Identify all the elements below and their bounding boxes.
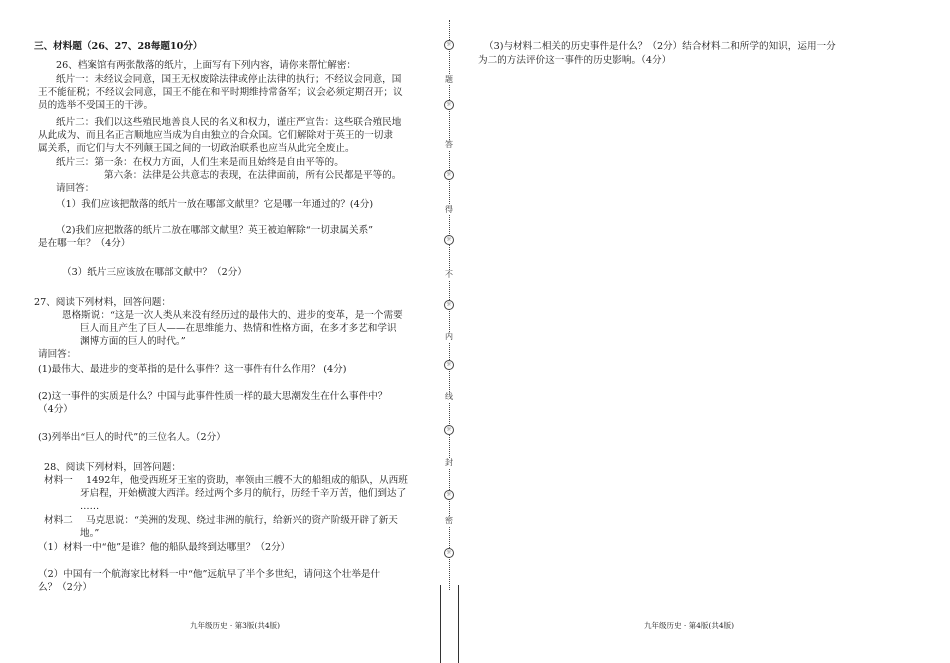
q26-sub1: （1）我们应该把散落的纸片一放在哪部文献里？它是哪一年通过的？(4分)	[56, 199, 374, 210]
q27-sub2-line: (2)这一事件的实质是什么？中国与此事件性质一样的最大思潮发生在什么事件中？	[38, 391, 388, 402]
q28-sub2-line: 么？（2分）	[38, 582, 93, 593]
gutter-char: 不	[445, 270, 453, 279]
q28-material1-line: ……	[80, 501, 100, 512]
q26-sub2-line: （2)我们应把散落的纸片二放在哪部文献里？英王被迫解除“一切隶属关系”	[56, 225, 374, 236]
q26-paper1-line: 纸片一：未经议会同意，国王无权废除法律或停止法律的执行；不经议会同意，国	[56, 74, 402, 85]
q28-intro: 28、阅读下列材料，回答问题：	[44, 462, 181, 473]
gutter-char: 答	[445, 140, 453, 149]
binding-hole-icon: ☼	[444, 40, 454, 50]
binding-hole-icon: ☼	[444, 170, 454, 180]
q28-material1-line: 牙启程，开始横渡大西洋。经过两个多月的航行，历经千辛万苦，他们到达了	[80, 488, 407, 499]
gutter-char: 得	[445, 205, 453, 214]
q26-sub2-line: 是在哪一年？（4分）	[38, 238, 131, 249]
gutter-rule	[440, 585, 441, 663]
binding-gutter	[438, 20, 462, 663]
gutter-char: 封	[445, 458, 453, 467]
q28-material1-label: 材料一	[44, 475, 73, 486]
gutter-char: 线	[445, 392, 453, 401]
q28-sub3-line: 为二的方法评价这一事件的历史影响。（4分）	[478, 55, 672, 66]
q27-quote-line: 巨人而且产生了巨人——在思维能力、热情和性格方面，在多才多艺和学识	[80, 323, 397, 334]
page-footer: 九年级历史 · 第4版(共4版)	[644, 621, 735, 630]
q28-material2-label: 材料二	[44, 515, 73, 526]
q28-sub3-line: （3)与材料二相关的历史事件是什么？（2分）结合材料二和所学的知识，运用一分	[484, 41, 836, 52]
page-footer: 九年级历史 · 第3版(共4版)	[190, 621, 281, 630]
q26-ask: 请回答：	[56, 183, 95, 194]
gutter-rule	[458, 585, 459, 663]
q28-sub1: （1）材料一中“他”是谁？他的船队最终到达哪里？（2分）	[38, 542, 291, 553]
q27-sub1: (1)最伟大、最进步的变革指的是什么事件？这一事件有什么作用？ (4分)	[38, 364, 347, 375]
binding-hole-icon: ☼	[444, 490, 454, 500]
right-page	[462, 0, 950, 663]
q28-sub2-line: （2）中国有一个航海家比材料一中“他”远航早了半个多世纪，请问这个壮举是什	[38, 569, 381, 580]
q28-material2-line: 地。”	[80, 528, 100, 539]
binding-hole-icon: ☼	[444, 360, 454, 370]
q27-quote-line: 恩格斯说：“这是一次人类从来没有经历过的最伟大的、进步的变革，是一个需要	[62, 310, 403, 321]
q26-paper2-line: 从此成为、而且名正言顺地应当成为自由独立的合众国。它们解除对于英王的一切隶	[38, 130, 393, 141]
q27-ask: 请回答：	[38, 349, 77, 360]
q27-sub3: (3)列举出“巨人的时代”的三位名人。（2分）	[38, 432, 226, 443]
q26-paper3-line: 纸片三：第一条：在权力方面，人们生来是而且始终是自由平等的。	[56, 157, 344, 168]
binding-hole-icon: ☼	[444, 100, 454, 110]
q27-sub2-line: （4分）	[38, 404, 73, 415]
q26-paper2-line: 属关系，而它们与大不列颠王国之间的一切政治联系也应当从此完全废止。	[38, 143, 355, 154]
left-page	[0, 0, 440, 663]
q26-intro: 26、档案馆有两张散落的纸片，上面写有下列内容，请你来帮忙解密：	[56, 60, 357, 71]
q28-material1-line: 1492年，他受西班牙王室的资助，率领由三艘不大的船组成的船队，从西班	[86, 475, 408, 486]
gutter-char: 密	[445, 516, 453, 525]
gutter-char: 题	[445, 75, 453, 84]
q26-paper3-line: 第六条：法律是公共意志的表现，在法律面前，所有公民都是平等的。	[104, 170, 402, 181]
q26-paper2-line: 纸片二：我们以这些殖民地善良人民的名义和权力，谨庄严宣告：这些联合殖民地	[56, 117, 402, 128]
q27-quote-line: 渊博方面的巨人的时代。”	[80, 336, 186, 347]
binding-hole-icon: ☼	[444, 300, 454, 310]
q26-paper1-line: 员的选举不受国王的干涉。	[38, 100, 154, 111]
binding-hole-icon: ☼	[444, 235, 454, 245]
binding-hole-icon: ☼	[444, 425, 454, 435]
section-title: 三、材料题（26、27、28每题10分）	[34, 41, 203, 52]
q28-material2-line: 马克思说：“美洲的发现、绕过非洲的航行，给新兴的资产阶级开辟了新天	[86, 515, 398, 526]
q27-intro: 27、阅读下列材料，回答问题：	[34, 297, 171, 308]
q26-paper1-line: 王不能征税；不经议会同意，国王不能在和平时期维持常备军；议会必须定期召开；议	[38, 87, 403, 98]
q26-sub3: （3）纸片三应该放在哪部文献中？（2分）	[62, 267, 247, 278]
binding-hole-icon: ☼	[444, 548, 454, 558]
gutter-char: 内	[445, 332, 453, 341]
